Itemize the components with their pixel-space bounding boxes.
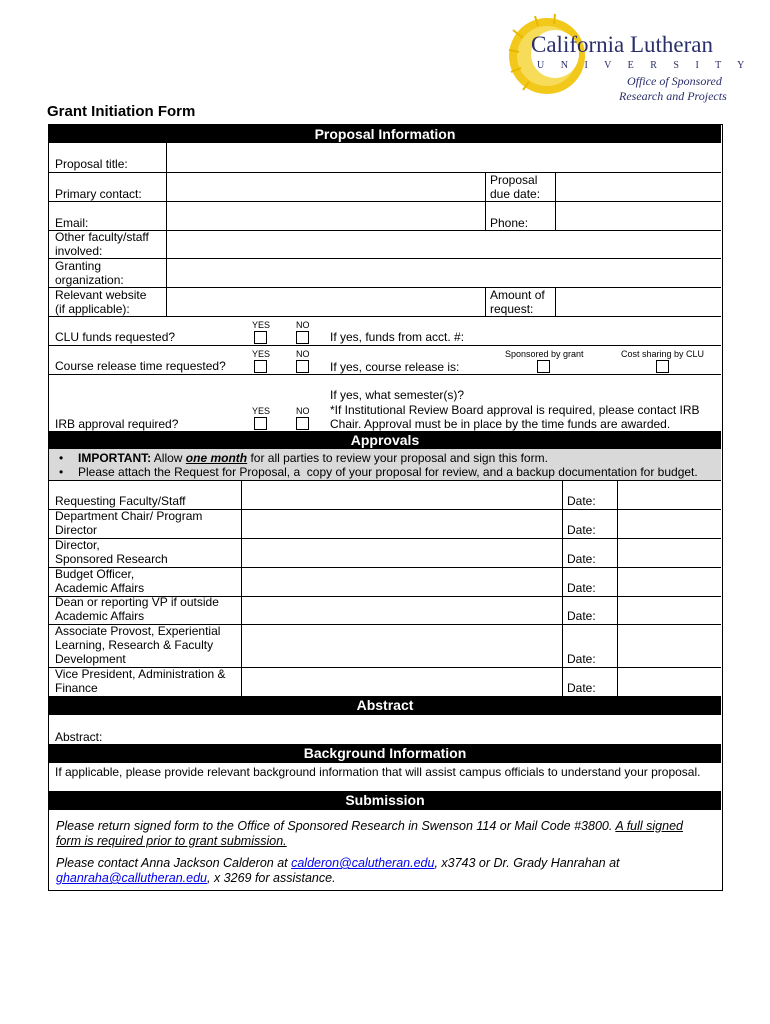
contact-end-text: , x 3269 for assistance. (207, 871, 336, 885)
course-release-yes-checkbox[interactable] (254, 360, 267, 373)
submission-section-header: Submission (49, 791, 721, 810)
sponsored-by-grant-label: Sponsored by grant (505, 349, 584, 359)
abstract-section-header: Abstract (49, 696, 721, 715)
clu-funds-no-label: NO (296, 320, 310, 330)
background-text: If applicable, please provide relevant background information that will assist campus officials to understand your proposal. (55, 765, 701, 779)
clu-funds-account-input[interactable] (470, 317, 720, 345)
clu-funds-yes-label: YES (252, 320, 271, 330)
cost-sharing-checkbox[interactable] (656, 360, 669, 373)
approval-date-input[interactable] (618, 510, 720, 538)
granting-org-label-1: Granting (55, 259, 102, 273)
bullet-dot-1: • (59, 451, 64, 465)
approval-date-input[interactable] (618, 481, 720, 509)
approval-date-input[interactable] (618, 625, 720, 667)
ghanraha-email-link[interactable]: ghanraha@callutheran.edu (56, 871, 207, 885)
approver-signature-input[interactable] (242, 481, 562, 509)
approval-date-label: Date: (567, 609, 596, 623)
website-label-1: Relevant website (55, 288, 147, 302)
approval-date-label: Date: (567, 494, 596, 508)
irb-no-label: NO (296, 406, 310, 416)
approver-signature-input[interactable] (242, 597, 562, 624)
bullet-dot-2: • (59, 465, 64, 479)
granting-org-label-2: organization: (55, 273, 124, 287)
approval-date-label: Date: (567, 523, 596, 537)
full-signed-text: A full signed (615, 819, 683, 833)
approver-title-line: Academic Affairs (55, 609, 145, 623)
amount-of-request-input[interactable] (556, 288, 720, 316)
allow-text: Allow (151, 451, 186, 465)
approver-title-line: Budget Officer, (55, 567, 135, 581)
approval-date-label: Date: (567, 552, 596, 566)
approver-title-line: Academic Affairs (55, 581, 145, 595)
approvals-section-header: Approvals (49, 431, 721, 449)
approver-title-line: Associate Provost, Experiential (55, 624, 221, 638)
submission-paragraph-1 (56, 819, 716, 849)
university-logo (505, 10, 752, 105)
approver-title-line: Department Chair/ Program (55, 509, 203, 523)
phone-label: Phone: (490, 216, 529, 230)
primary-contact-input[interactable] (167, 173, 485, 201)
irb-note-line1: *If Institutional Review Board approval is required, please contact IRB (330, 403, 700, 417)
irb-note-line2: Chair. Approval must be in place by the time funds are awarded. (330, 417, 671, 431)
course-release-followup-label: If yes, course release is: (330, 360, 460, 374)
granting-organization-input[interactable] (167, 259, 720, 287)
approval-date-input[interactable] (618, 597, 720, 624)
course-release-no-checkbox[interactable] (296, 360, 309, 373)
required-prior-text: form is required prior to grant submission. (56, 834, 287, 848)
background-input[interactable] (49, 779, 721, 791)
relevant-website-input[interactable] (167, 288, 485, 316)
proposal-title-input[interactable] (167, 143, 720, 172)
approver-title-line: Requesting Faculty/Staff (55, 494, 186, 508)
approval-column-divider (562, 538, 563, 567)
amount-label-2: request: (490, 302, 534, 316)
other-faculty-label-1: Other faculty/staff (55, 230, 149, 244)
irb-yes-checkbox[interactable] (254, 417, 267, 430)
approval-column-divider (562, 480, 563, 509)
cost-sharing-label: Cost sharing by CLU (621, 349, 705, 359)
approvals-important-line (78, 451, 548, 465)
proposal-section-header: Proposal Information (49, 125, 721, 143)
submission-paragraph-2 (56, 856, 716, 886)
approver-signature-input[interactable] (242, 568, 562, 596)
abstract-input[interactable] (49, 716, 721, 744)
one-month-text: one month (185, 451, 248, 465)
submission-return-text: Please return signed form to the Office of Sponsored Research in Swenson 114 or Mail Code #3800. (56, 819, 616, 833)
proposal-title-label: Proposal title: (55, 157, 128, 171)
clu-funds-no-checkbox[interactable] (296, 331, 309, 344)
approver-title-line: Director (55, 523, 98, 537)
sponsored-by-grant-checkbox[interactable] (537, 360, 550, 373)
primary-contact-label: Primary contact: (55, 187, 142, 201)
approval-column-divider (562, 624, 563, 667)
course-release-no-label: NO (296, 349, 310, 359)
important-label: IMPORTANT: (78, 451, 152, 465)
approval-date-label: Date: (567, 652, 596, 666)
university-subtitle: U N I V E R S I T Y (537, 60, 752, 71)
clu-funds-followup-label: If yes, funds from acct. #: (330, 330, 465, 344)
clu-funds-label: CLU funds requested? (55, 330, 176, 344)
review-text: for all parties to review your proposal and sign this form. (247, 451, 548, 465)
irb-yes-label: YES (252, 406, 271, 416)
office-name-line2: Research and Projects (619, 89, 727, 103)
approver-title-line: Development (55, 652, 126, 666)
amount-label-1: Amount of (490, 288, 545, 302)
semester-label: If yes, what semester(s)? (330, 388, 465, 402)
form-title: Grant Initiation Form (47, 103, 196, 120)
calderon-email-link[interactable]: calderon@calutheran.edu (291, 856, 435, 870)
approval-date-input[interactable] (618, 568, 720, 596)
approver-signature-input[interactable] (242, 668, 562, 696)
other-faculty-label-2: involved: (55, 244, 103, 258)
approver-title-line: Finance (55, 681, 98, 695)
approval-column-divider (562, 667, 563, 696)
course-release-yes-label: YES (252, 349, 271, 359)
approval-column-divider (562, 596, 563, 624)
proposal-due-date-input[interactable] (556, 173, 720, 201)
other-faculty-input[interactable] (167, 231, 720, 258)
attach-instructions: Please attach the Request for Proposal, a copy of your proposal for review, and a backup documentation for budget. (78, 465, 698, 479)
approval-date-input[interactable] (618, 539, 720, 567)
contact-middle-text: , x3743 or Dr. Grady Hanrahan at (434, 856, 620, 870)
approver-signature-input[interactable] (242, 539, 562, 567)
approval-column-divider (562, 509, 563, 538)
approver-signature-input[interactable] (242, 625, 562, 667)
email-input[interactable] (167, 202, 485, 230)
approval-date-label: Date: (567, 581, 596, 595)
approval-date-input[interactable] (618, 668, 720, 696)
phone-input[interactable] (556, 202, 720, 230)
approver-title-line: Learning, Research & Faculty (55, 638, 214, 652)
website-label-2: (if applicable): (55, 302, 130, 316)
approver-title-line: Vice President, Administration & (55, 667, 226, 681)
approver-title-line: Director, (55, 538, 100, 552)
approver-signature-input[interactable] (242, 510, 562, 538)
university-name: California Lutheran (531, 32, 714, 57)
email-label: Email: (55, 216, 89, 230)
proposal-due-date-label-1: Proposal (490, 173, 538, 187)
approver-title-line: Sponsored Research (55, 552, 168, 566)
approvals-notice (49, 449, 721, 481)
approver-title-line: Dean or reporting VP if outside (55, 595, 219, 609)
contact-intro-text: Please contact Anna Jackson Calderon at (56, 856, 292, 870)
irb-no-checkbox[interactable] (296, 417, 309, 430)
proposal-due-date-label-2: due date: (490, 187, 541, 201)
background-section-header: Background Information (49, 744, 721, 763)
course-release-label: Course release time requested? (55, 359, 226, 373)
approval-column-divider (562, 567, 563, 596)
clu-funds-yes-checkbox[interactable] (254, 331, 267, 344)
abstract-label: Abstract: (55, 730, 103, 744)
irb-label: IRB approval required? (55, 417, 179, 431)
office-name-line1: Office of Sponsored (627, 74, 722, 88)
approval-date-label: Date: (567, 681, 596, 695)
